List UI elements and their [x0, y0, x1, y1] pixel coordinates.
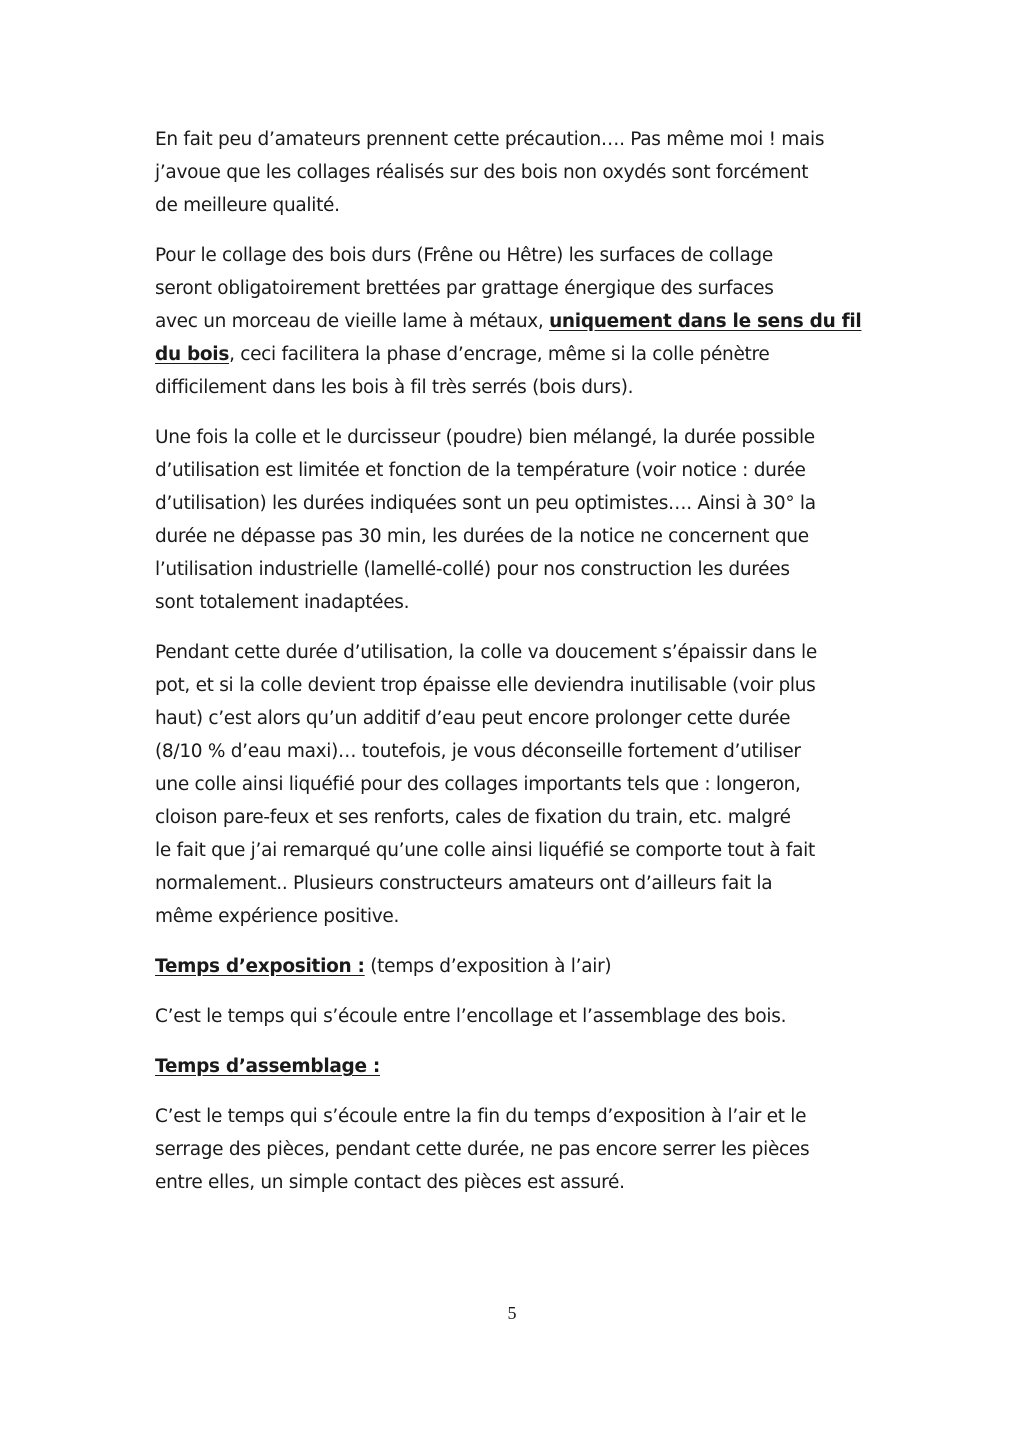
paragraph-duree-utilisation: Une fois la colle et le durcisseur (poudre) bien mélangé, la durée possible d’utilisation est limitée et fonction de la température (voir notice : durée d’utilisation) les durées indiquées sont un peu optimistes…. Ainsi à 30° la durée ne dépasse pas 30 min, les durées de la notice ne concernent que l’utilisation industrielle (lamellé-collé) pour nos construction les durées sont totalement inadaptées.: [155, 427, 816, 613]
paragraph-epaississement: Pendant cette durée d’utilisation, la colle va doucement s’épaissir dans le pot, et si la colle devient trop épaisse elle deviendra inutilisable (voir plus haut) c’est alors qu’un additif d’eau peut encore prolonger cette durée (8/10 % d’eau maxi)… toutefois, je vous déconseille fortement d’utiliser une colle ainsi liquéfié pour des collages importants tels que : longeron, cloison pare-feux et ses renforts, cales de fixation du train, etc. malgré le fait que j’ai remarqué qu’une colle ainsi liquéfié se comporte tout à fait normalement.. Plusieurs constructeurs amateurs ont d’ailleurs fait la même expérience positive.: [155, 642, 817, 927]
paragraph-temps-assemblage: C’est le temps qui s’écoule entre la fin du temps d’exposition à l’air et le serrage des pièces, pendant cette durée, ne pas encore serrer les pièces entre elles, un simple contact des pièces est assuré.: [155, 1106, 810, 1193]
paragraph-bois-durs-text-before: Pour le collage des bois durs (Frêne ou Hêtre) les surfaces de collage seront obligatoirement brettées par grattage énergique des surfaces avec un morceau de vieille lame à métaux,: [155, 245, 774, 332]
paragraph-bois-durs: [155, 239, 875, 404]
page-content: [155, 123, 875, 1199]
emphasis-sens-du-fil: uniquement dans le sens du fil du bois: [155, 311, 862, 365]
paragraph-amateurs-precaution: En fait peu d’amateurs prennent cette précaution…. Pas même moi ! mais j’avoue que les collages réalisés sur des bois non oxydés sont forcément de meilleure qualité.: [155, 129, 825, 216]
paragraph-temps-exposition: C’est le temps qui s’écoule entre l’encollage et l’assemblage des bois.: [155, 1006, 787, 1027]
paragraph-bois-durs-text-after: , ceci facilitera la phase d’encrage, même si la colle pénètre difficilement dans les bois à fil très serrés (bois durs).: [155, 344, 770, 398]
page-number: 5: [507, 1303, 517, 1323]
heading-temps-exposition-note: (temps d’exposition à l’air): [364, 956, 612, 977]
heading-temps-exposition: [155, 950, 875, 983]
heading-temps-exposition-title: Temps d’exposition :: [155, 956, 365, 977]
heading-temps-assemblage: [155, 1050, 875, 1083]
heading-temps-assemblage-title: Temps d’assemblage :: [155, 1056, 380, 1077]
